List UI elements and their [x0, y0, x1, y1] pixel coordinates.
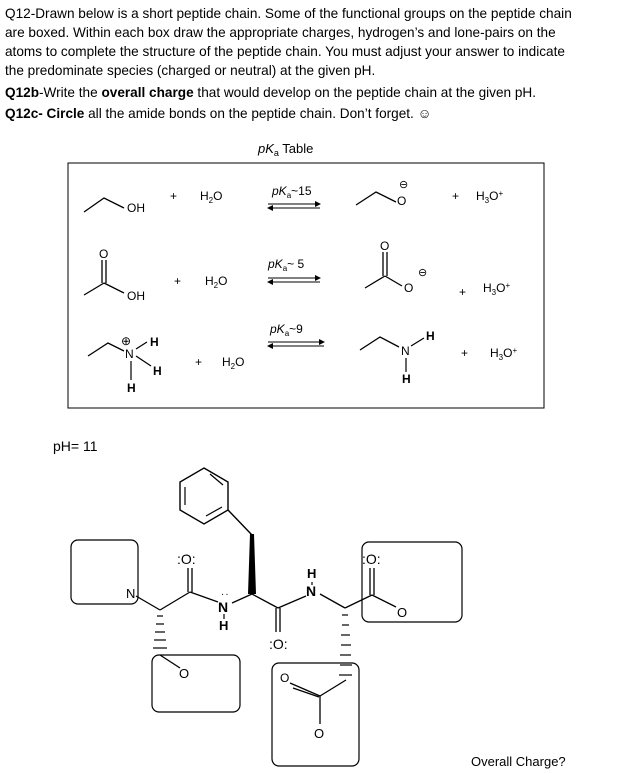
- svg-text:N: N: [401, 344, 410, 358]
- svg-text:pKa~15: $pK_a\sim 15$: [272, 184, 312, 200]
- pka-table-box: [68, 163, 544, 408]
- svg-text:H: H: [219, 618, 229, 633]
- svg-text:⊖: ⊖: [418, 267, 428, 279]
- question-line-2: are boxed. Within each box draw the appropriate charges, hydrogen’s and lone-pairs on the: [5, 25, 556, 40]
- svg-text:H3O+: $H_3O^+$: [490, 346, 518, 362]
- svg-text:N: N: [125, 347, 134, 361]
- svg-text:N: N: [126, 586, 136, 601]
- question-line-3: atoms to complete the structure of the peptide chain. You must adjust your answer to indicate: [5, 44, 565, 59]
- svg-text:H2O: $H_2O$: [222, 355, 245, 371]
- q12b-post: that would develop on the peptide chain at the given pH.: [193, 85, 536, 100]
- svg-text::: :: [219, 593, 230, 596]
- svg-text:OH: OH: [127, 289, 145, 303]
- svg-text:O: O: [397, 194, 407, 208]
- svg-text:O: O: [397, 605, 408, 620]
- q12b-bold: overall charge: [101, 85, 194, 100]
- q12c-post: all the amide bonds on the peptide chain. Don’t forget. ☺: [84, 106, 432, 121]
- svg-text::O:: :O:: [177, 551, 196, 567]
- svg-text:+: +: [195, 355, 203, 369]
- overall-charge-label: Overall Charge?: [471, 754, 566, 769]
- svg-text:+: +: [174, 274, 182, 288]
- svg-text:H: H: [402, 372, 411, 386]
- svg-text:+: +: [452, 189, 460, 203]
- svg-text:⊕: ⊕: [121, 334, 132, 348]
- q12c-label: Q12c-: [5, 106, 43, 121]
- benzene-ring: [180, 468, 228, 524]
- svg-text:+: +: [170, 189, 178, 203]
- peptide-structure: [71, 468, 462, 766]
- svg-text:H3O+: $H_3O^+$: [483, 281, 511, 297]
- svg-text::O:: :O:: [362, 551, 381, 567]
- pka-row-3: [88, 322, 517, 395]
- wedge-bond: [248, 534, 256, 594]
- q12c-bold: Circle: [42, 106, 85, 121]
- q12b-pre: -Write the: [39, 85, 102, 100]
- svg-text:+: +: [461, 346, 469, 360]
- answer-box-side-chain-1: [152, 655, 240, 712]
- svg-text:O: O: [404, 281, 414, 295]
- svg-text:O: O: [179, 666, 190, 681]
- svg-text:pKa~ 5: $pK_a\sim$ 5: [268, 257, 305, 273]
- question-line-4: the predominate species (charged or neutral) at the given pH.: [5, 63, 376, 78]
- pka-table-title: $pK_a$ Table: [258, 141, 314, 158]
- svg-text:H: H: [127, 381, 136, 395]
- pka-row-2: [84, 239, 510, 303]
- svg-text:pKa~9: $pK_a\sim 9$: [270, 322, 303, 338]
- svg-text:H2O: $H_2O$: [205, 274, 228, 290]
- svg-text:OH: OH: [127, 201, 145, 215]
- svg-text:H: H: [153, 364, 162, 378]
- svg-text::O:: :O:: [269, 636, 288, 652]
- q12b-label: Q12b: [5, 85, 39, 100]
- ph-label: pH= 11: [53, 438, 98, 454]
- svg-text:O: O: [99, 247, 109, 261]
- svg-text:O: O: [280, 671, 290, 685]
- svg-text:H2O: $H_2O$: [200, 189, 223, 205]
- svg-text:H: H: [426, 329, 435, 343]
- pka-row-1: [84, 179, 503, 215]
- svg-text:H3O+: $H_3O^+$: [476, 189, 504, 205]
- svg-text:N: N: [306, 583, 317, 599]
- svg-text:N: N: [218, 599, 229, 615]
- svg-text:O: O: [380, 239, 390, 253]
- svg-text:+: +: [459, 285, 467, 299]
- svg-text:O: O: [314, 726, 325, 741]
- svg-text:H: H: [150, 335, 159, 349]
- svg-text:⊖: ⊖: [399, 179, 409, 191]
- svg-text:H: H: [307, 566, 317, 581]
- question-line-1: Q12-Drawn below is a short peptide chain. Some of the functional groups on the peptide chain: [5, 6, 572, 21]
